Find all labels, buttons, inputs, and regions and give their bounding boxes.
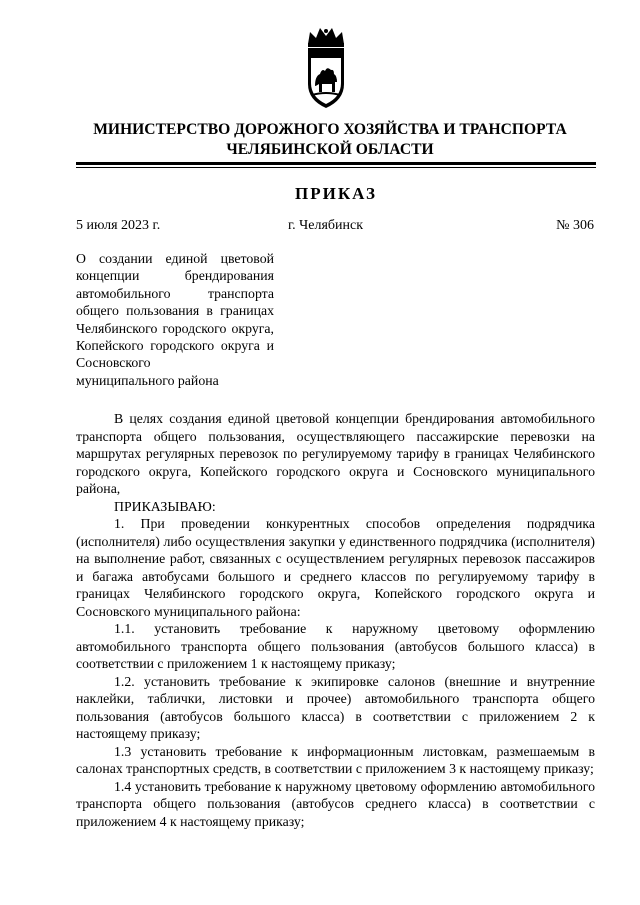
header-rule-thin xyxy=(76,167,596,168)
document-date: 5 июля 2023 г. xyxy=(76,218,161,233)
header-rule-thick xyxy=(76,162,596,165)
ministry-name-line2: ЧЕЛЯБИНСКОЙ ОБЛАСТИ xyxy=(226,141,434,158)
body-paragraph-preamble: В целях создания единой цветовой концепции брендирования автомобильного транспорта общего пользования, осуществляющего пассажирские перевозки на маршрутах регулярных перевозок по регулируемому тарифу в границах Челябинского городского округа, Копейского городского округа и Сосновского муниципального района, xyxy=(76,411,595,496)
document-type-title: ПРИКАЗ xyxy=(295,184,377,203)
ministry-name-line1: МИНИСТЕРСТВО ДОРОЖНОГО ХОЗЯЙСТВА И ТРАНСПОРТА xyxy=(93,121,567,138)
body-paragraph-1-4: 1.4 установить требование к наружному цветовому оформлению автомобильного транспорта общего пользования (автобусов среднего класса) в соответствии с приложением 4 к настоящему приказу; xyxy=(76,778,595,829)
document-subject xyxy=(76,250,274,389)
subject-text-last: муниципального района xyxy=(76,372,219,388)
body-paragraph-1-2: 1.2. установить требование к экипировке салонов (внешние и внутренние наклейки, таблички, листовки и прочее) автомобильного транспорта общего пользования (автобусов большого класса) в соответствии с приложением 2 к настоящему приказу; xyxy=(76,673,595,741)
coat-of-arms-emblem-icon xyxy=(300,24,352,110)
ministry-name xyxy=(70,120,590,160)
body-paragraph-1: 1. При проведении конкурентных способов определения подрядчика (исполнителя) либо осуществления закупки у единственного подрядчика (исполнителя) на выполнение работ, связанных с осуществлением регулярных перевозок пассажиров и багажа автобусами большого и среднего классов по регулируемому тарифу в границах Челябинского городского округа, Копейского городского округа и Сосновского муниципального района: xyxy=(76,516,595,619)
document-number: № 306 xyxy=(556,218,594,233)
body-paragraph-1-1: 1.1. установить требование к наружному цветовому оформлению автомобильного транспорта общего пользования (автобусов большого класса) в соответствии с приложением 1 к настоящему приказу; xyxy=(76,621,595,671)
body-paragraph-1-3: 1.3 установить требование к информационным листовкам, размешаемым в салонах транспортных средств, в соответствии с приложением 3 к настоящему приказу; xyxy=(76,743,595,776)
document-city: г. Челябинск xyxy=(288,218,364,233)
body-paragraph-order: ПРИКАЗЫВАЮ: xyxy=(114,498,216,514)
subject-text: О создании единой цветовой концепции брендирования автомобильного транспорта общего пользования в границах Челябинского городского округа, Копейского городского округа и Сосновского xyxy=(76,251,274,371)
document-body xyxy=(76,410,595,830)
